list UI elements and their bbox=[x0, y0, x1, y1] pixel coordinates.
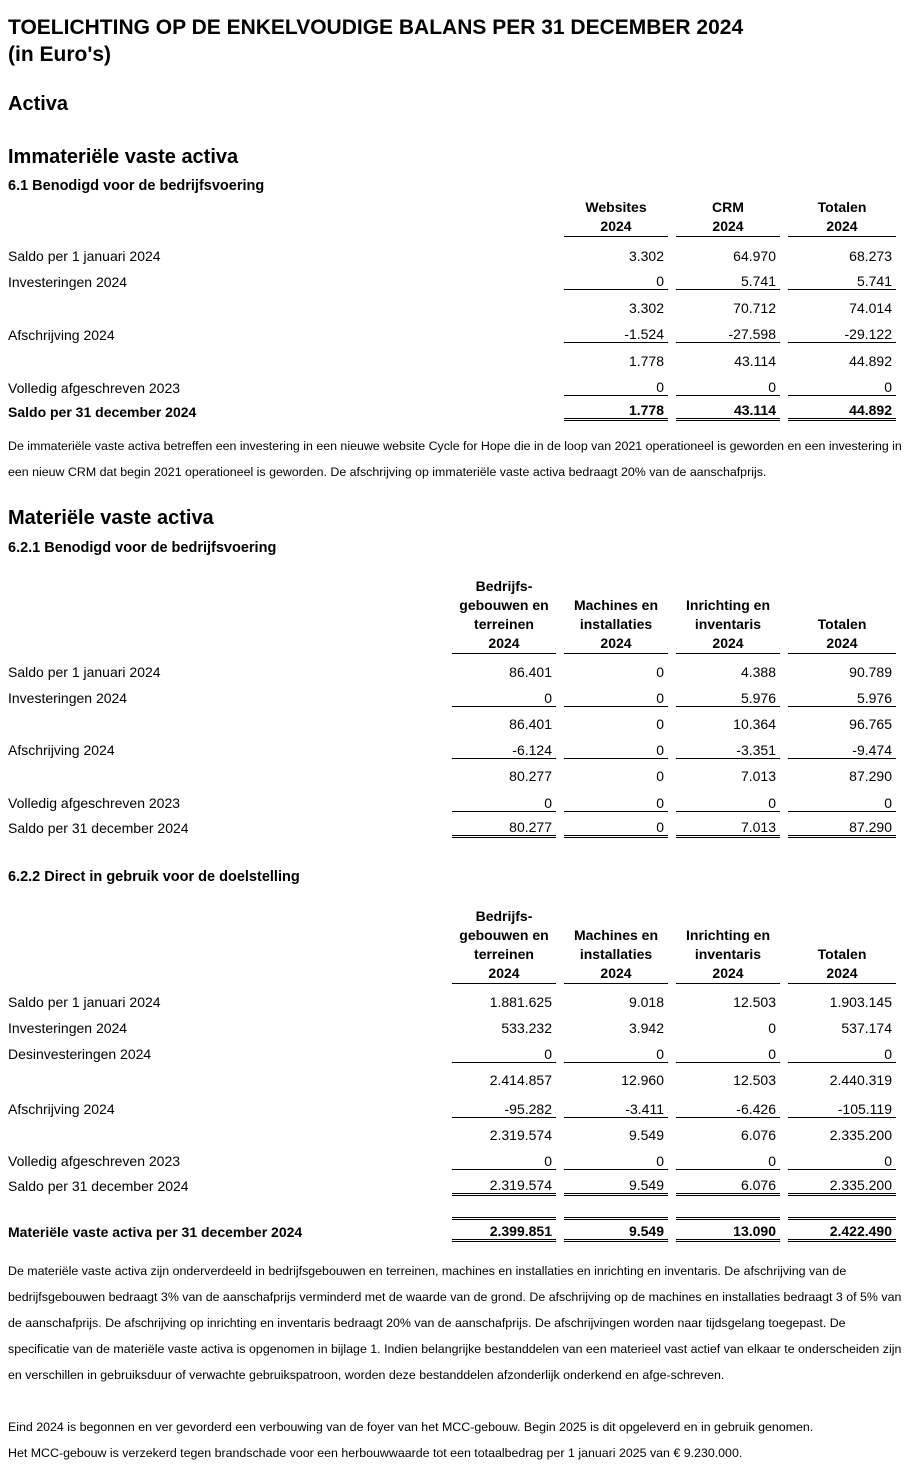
table-row: Volledig afgeschreven 2023 0 0 0 0 bbox=[8, 1143, 896, 1169]
col-header-gebouwen: Bedrijfs- gebouwen en terreinen 2024 bbox=[452, 576, 556, 653]
table-row: Volledig afgeschreven 2023 0 0 0 bbox=[8, 369, 896, 396]
table-row: Afschrijving 2024 -1.524 -27.598 -29.122 bbox=[8, 316, 896, 343]
col-header-inrichting: Inrichting en inventaris 2024 bbox=[676, 906, 780, 983]
materieel-note: De materiële vaste activa zijn onderverdeeld in bedrijfsgebouwen en terreinen, machines en installaties en inrichting en inventaris. De afschrijving van de bedrijfsgebouwen bedraagt 3% van de aanschafprijs verminderd met de waarde van de grond. De afschrijving op de machines en installaties bedraagt 3 of 5% van de aanschafprijs. De afschrijving op inrichting en inventaris bedraagt 20% van de aanschafprijs. De afschrijvingen worden naar tijdsgelang toegepast. De specificatie van de materiële vaste activa is opgenomen in bijlage 1. Indien belangrijke bestanddelen van een materieel vast actief van elkaar te onderscheiden zijn en verschillen in gebruiksduur of verwachte gebruikspatroon, worden deze bestanddelen afzonderlijk onderkend en afge-schreven. bbox=[8, 1264, 902, 1382]
immaterieel-note: De immateriële vaste activa betreffen een investering in een nieuwe website Cycle for Hope die in de loop van 2021 operationeel is geworden en een investering in een nieuw CRM dat begin 2021 operationeel is geworden. De afschrijving op immateriële vaste activa bedraagt 20% van de aanschafprijs. bbox=[8, 439, 902, 479]
table-row: Afschrijving 2024 -6.124 0 -3.351 -9.474 bbox=[8, 732, 896, 758]
col-header-gebouwen: Bedrijfs- gebouwen en terreinen 2024 bbox=[452, 906, 556, 983]
materieel-table-doelstelling bbox=[8, 906, 896, 1242]
table-row: Investeringen 2024 0 5.741 5.741 bbox=[8, 264, 896, 290]
table-row: 86.401 0 10.364 96.765 bbox=[509, 716, 892, 732]
materieel-subheading-2: 6.2.2 Direct in gebruik voor de doelstelling bbox=[8, 869, 300, 885]
page-title-line2: (in Euro's) bbox=[8, 43, 111, 66]
table-row: Saldo per 1 januari 2024 3.302 64.970 68.273 bbox=[8, 247, 892, 264]
table-row: 1.778 43.114 44.892 bbox=[628, 352, 892, 369]
col-header-crm: CRM 2024 bbox=[676, 198, 780, 237]
activa-heading: Activa bbox=[8, 93, 69, 115]
col-header-totalen: Totalen 2024 bbox=[788, 906, 896, 983]
table-row-total: Saldo per 31 december 2024 1.778 43.114 44.892 bbox=[8, 396, 896, 420]
table-row-total: Saldo per 31 december 2024 80.277 0 7.013 87.290 bbox=[8, 811, 896, 836]
col-header-totalen: Totalen 2024 bbox=[788, 198, 896, 237]
verbouwing-note: Eind 2024 is begonnen en ver gevorderd een verbouwing van de foyer van het MCC-gebouw. Begin 2025 is dit opgeleverd en in gebruik genomen. bbox=[8, 1420, 814, 1434]
col-header-inrichting: Inrichting en inventaris 2024 bbox=[676, 576, 780, 653]
table-row-subtotal: Saldo per 31 december 2024 2.319.574 9.549 6.076 2.335.200 bbox=[8, 1169, 896, 1194]
table-row: Investeringen 2024 533.232 3.942 0 537.174 bbox=[8, 1020, 892, 1036]
table-row: Saldo per 1 januari 2024 86.401 0 4.388 90.789 bbox=[8, 664, 892, 680]
table-row: 3.302 70.712 74.014 bbox=[628, 299, 892, 316]
table-row: Volledig afgeschreven 2023 0 0 0 0 bbox=[8, 784, 896, 811]
table-row: 2.414.857 12.960 12.503 2.440.319 bbox=[489, 1072, 892, 1088]
materieel-subheading-1: 6.2.1 Benodigd voor de bedrijfsvoering bbox=[8, 540, 277, 556]
table-row: Investeringen 2024 0 0 5.976 5.976 bbox=[8, 680, 896, 706]
table-row: Desinvesteringen 2024 0 0 0 0 bbox=[8, 1036, 896, 1062]
col-header-websites: Websites 2024 bbox=[564, 198, 668, 237]
materieel-table-bedrijfsvoering bbox=[8, 576, 896, 838]
page-title-line1: TOELICHTING OP DE ENKELVOUDIGE BALANS PER 31 DECEMBER 2024 bbox=[8, 16, 744, 39]
immaterieel-heading: Immateriële vaste activa bbox=[8, 146, 239, 168]
table-row: Afschrijving 2024 -95.282 -3.411 -6.426 -105.119 bbox=[8, 1088, 896, 1117]
materieel-heading: Materiële vaste activa bbox=[8, 507, 214, 529]
table-row-grand-total: Materiële vaste activa per 31 december 2024 2.399.851 9.549 13.090 2.422.490 bbox=[8, 1218, 896, 1240]
table-row: Saldo per 1 januari 2024 1.881.625 9.018 12.503 1.903.145 bbox=[8, 994, 892, 1010]
verzekering-note: Het MCC-gebouw is verzekerd tegen brandschade voor een herbouwwaarde tot een totaalbedrag per 1 januari 2025 van € 9.230.000. bbox=[8, 1446, 743, 1460]
immaterieel-subheading: 6.1 Benodigd voor de bedrijfsvoering bbox=[8, 178, 265, 194]
table-row: 80.277 0 7.013 87.290 bbox=[509, 768, 892, 784]
immaterieel-table bbox=[8, 198, 896, 421]
table-row: 2.319.574 9.549 6.076 2.335.200 bbox=[489, 1127, 892, 1143]
page-title bbox=[8, 14, 743, 68]
col-header-machines: Machines en installaties 2024 bbox=[564, 576, 668, 653]
col-header-machines: Machines en installaties 2024 bbox=[564, 906, 668, 983]
col-header-totalen: Totalen 2024 bbox=[788, 576, 896, 653]
